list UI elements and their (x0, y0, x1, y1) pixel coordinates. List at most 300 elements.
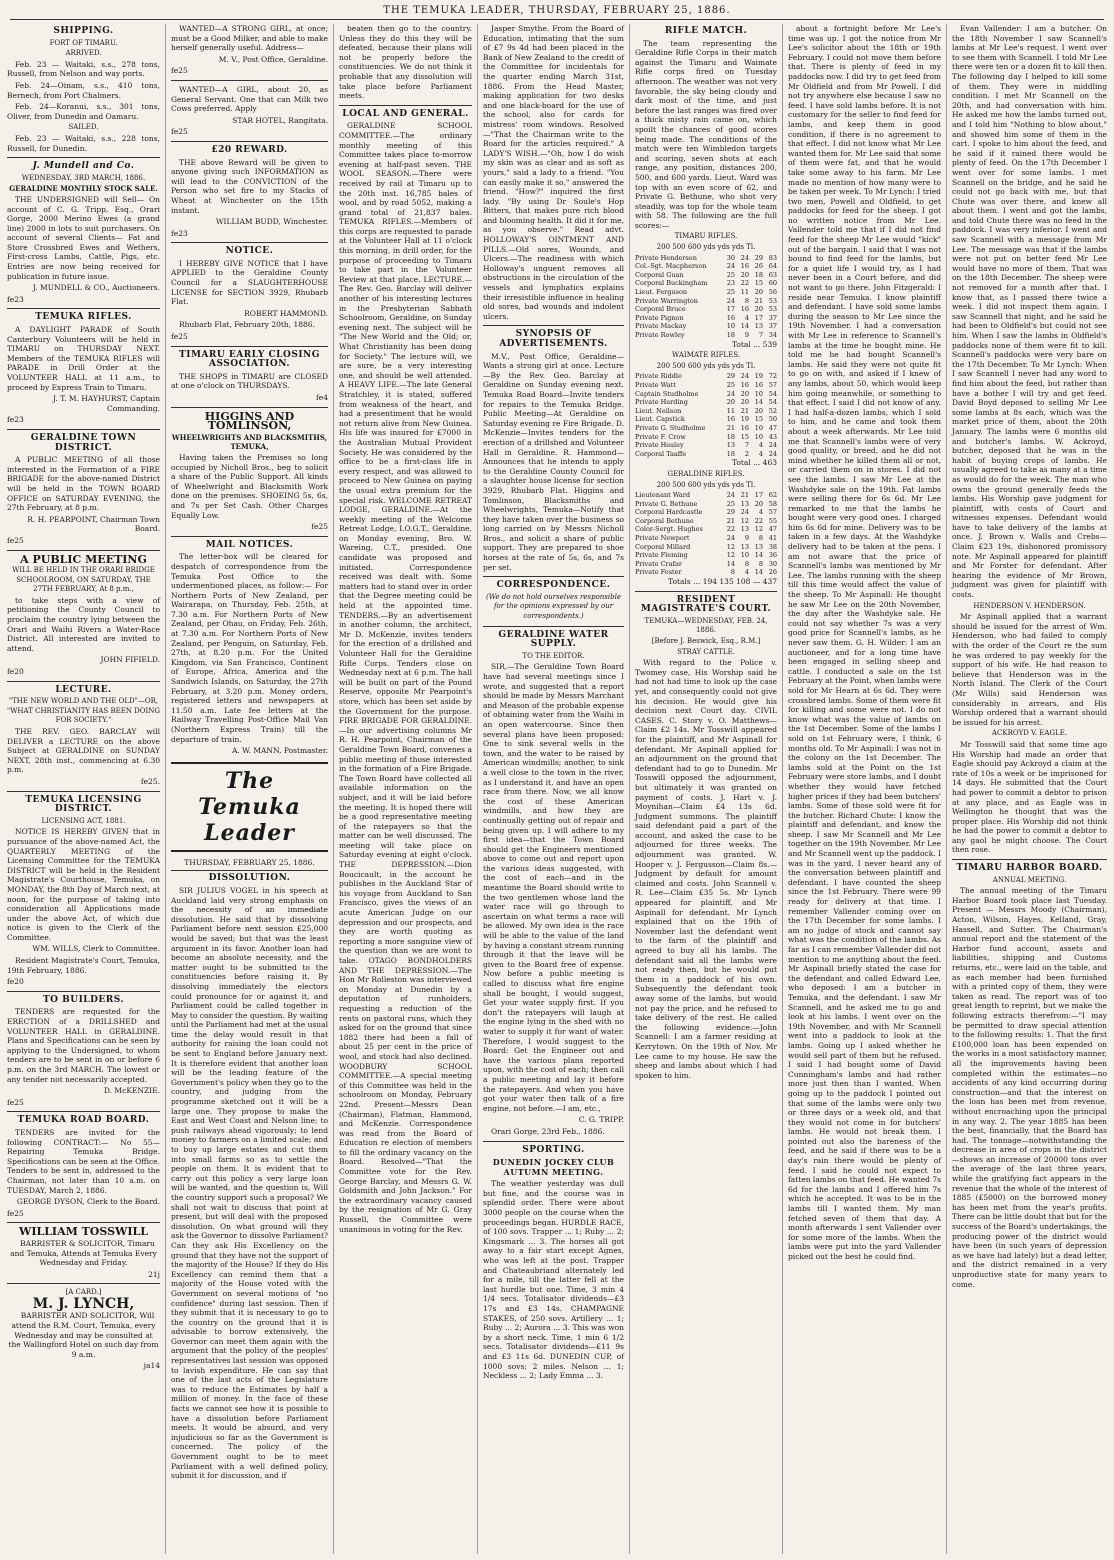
score-500: 16 (740, 423, 749, 432)
score-header: 200 500 600 yds yds yds Tl. (656, 480, 756, 489)
score-row (635, 543, 777, 552)
local-general-heading: LOCAL AND GENERAL. (342, 108, 469, 119)
shooter-name: Private Henderson (635, 253, 697, 262)
mundell-heading: J. Mundell and Co. (32, 161, 135, 172)
lecture-body: THE REV. GEO. BARCLAY will DELIVER a LECTURE on the above Subject at GERALDINE on SUNDAY NEXT, 28th inst., commencing at 6.30 p.m. (7, 727, 160, 775)
shooter-name: Corporal Millard (635, 542, 691, 551)
score-200: 16 (726, 415, 735, 424)
score-row (635, 450, 777, 459)
score-200: 23 (726, 279, 735, 288)
divider (7, 681, 160, 682)
score-600: 13 (754, 322, 763, 331)
column-3 (333, 24, 477, 1554)
local-general-continued: Jasper Smythe. From the Board of Education, intimating that the sum of £7 9s 4d had been placed in the Bank of New Zealand to the credit of the Committee for incidentals for the quarter ending March 31st, 1886. From the Head Master, making application for two desks and one black-board for the use of the school, also for cards for mistress' room windows. Resolved—"That the Chairman write to the Board for the articles required." A LADY'S WISH.—"Oh, how I do wish my skin was as clear and as soft as yours," said a lady to a friend. "You can easily make it so," answered the friend. "How?" inquired the first lady. "By using Dr Soule's Hop Bitters, that makes pure rich blood and blooming health. It did it for me, as you observe." Read advt. HOLLOWAY'S OINTMENT AND PILLS.—Old sores, Wounds, and Ulcers.—The readiness with which Holloway's unguent removes all obstructions in the circulation of the vessels and lymphatics explains their irresistible influence in healing old sores, bad wounds and indolent ulcers. (483, 24, 624, 321)
column-6 (782, 24, 946, 1554)
score-600: 4 (758, 449, 763, 458)
score-500: 11 (740, 288, 749, 297)
divider (635, 591, 777, 592)
score-200: 18 (726, 331, 735, 339)
ackroyd-body: Mr Tosswill said that some time ago His Worship had made an order that Eagle should pay Ackroyd a claim at the rate of 10s a week or be imprisoned for 14 days. He submitted that the Court had power to commit a debtor to prison at any place, and as Eagle was in Wellington he thought that was the proper place. His Worship did not think he had the power to commit a debtor to any gaol he might choose. The Court then rose. (952, 739, 1107, 855)
score-header: 200 500 600 yds yds yds Tl. (656, 361, 756, 370)
wanted-girl-ref: fe25 (171, 66, 188, 76)
divider (483, 626, 624, 627)
divider (483, 576, 624, 577)
score-600: 16 (754, 380, 763, 389)
rifle-match-body: The team representing the Geraldine Rifle Corps in their match against the Timaru and Waimate Rifle corps fired on Tuesday afternoon. The weather was not very favorable, the sky being cloudy and dark most of the time, and just before the last ranges was fired over a thick misty rain came on, which spoilt the chances of good scores being made. The conditions of the match were ten Wimbledon targets and scoring, seven shots at each range, any position, distances 200, 500, and 600 yards. Lieut. Ward was top with an even score of 62, and Private G. Bethune, who shot very steadily, was top for the whole team with 58. The following are the full scores:— (635, 38, 777, 230)
public-meeting-sub: WILL BE HELD IN THE ORARI BRIDGE SCHOOLROOM, ON SATURDAY, THE 27TH FEBRUARY, At 8 p.m., (12, 566, 155, 594)
score-total: 57 (768, 380, 777, 389)
court-stray-cattle: STRAY CATTLE. (677, 647, 735, 656)
higgins-heading: HIGGINS AND TOMLINSON, (204, 409, 295, 433)
mail-signature: A. W. MANN, Postmaster. (231, 746, 328, 756)
sailed-label: SAILED. (68, 123, 99, 132)
score-total: 62 (768, 491, 777, 500)
score-row (635, 508, 777, 517)
water-supply-body: SIR,—The Geraldine Town Board have had several meetings since I wrote, and suggested that a report should be made by Messrs Marchant and Meason of the probable expense of obtaining water from the Waihi in an open watercourse. Since then several plans have been proposed: One to sink several wells in the town, and the water to be raised by American windmills; another, to sink a well close to the town in the river, as I understand it, and have an open race from there. Now, we all know the cost of these American windmills, and how they are continually getting out of repair and being given up. I will adhere to my first idea—that the Town Board should get the Engineers mentioned above to come out and report upon the various ideas suggested, with the cost of each—and in the meantime the Board should write to the two gentlemen whose land the water race will go through to ascertain on what terms a race will be allowed. My own idea is the race will be able to the value of the land by having a constant stream running through it that the leave will be given to the Board free of expense. Now before a public meeting is called to discuss what fire engine shall be bought, I would suggest, Get your water supply first. If you don't the ratepayers will laugh at the engine lying in the shed with no water to supply it for want of water. Therefore, I would suggest to the Board: Get the Engineer out and have the various plans reported upon, with the cost of each; then call a public meeting and lay it before the ratepayers. And when you have got your water then talk of a fire engine, not before.—I am, etc., (483, 662, 624, 1113)
divider (952, 859, 1107, 860)
timaru-score-table (635, 254, 777, 340)
score-500: 21 (740, 491, 749, 500)
score-200: 18 (726, 432, 735, 441)
higgins-sub: WHEELWRIGHTS AND BLACKSMITHS, TEMUKA, (171, 432, 328, 452)
score-500: 13 (740, 542, 749, 551)
shooter-name: Private Warrington (635, 296, 698, 305)
score-500: 2 (744, 449, 749, 458)
score-row (635, 288, 777, 297)
shooter-name: Private G. Bethune (635, 499, 698, 508)
divider (7, 991, 160, 992)
score-200: 24 (726, 296, 735, 305)
shooter-name: Lieut. Ferguson (635, 288, 688, 297)
road-board-heading: TEMUKA ROAD BOARD. (17, 1115, 150, 1126)
public-meeting-body: to take steps with a view of petitioning the County Council to proclaim the country lying between the Orari and Waihi Rivers a Water-Race District. All interested are invited to attend. (7, 595, 160, 653)
score-200: 20 (726, 398, 735, 407)
sale-body: THE UNDERSIGNED will Sell— On account of C. G. Tripp, Esq., Orari Gorge, 2000 Merino Ewes (a grand line) 2000 in lots to suit purchasers. On account of several Clients— Fat and Store Crossbred Ewes and Wethers, First-cross Lambs, Cattle, Pigs, etc. Entries are now being received for publication in future issue. (7, 194, 160, 281)
score-200: 12 (726, 542, 735, 551)
score-row (635, 314, 777, 323)
higgins-body: Having taken the Premises so long occupied by Nicholl Bros., beg to solicit a share of the Public Support. All kinds of Wheelwright and Blacksmith Work done on the premises. SHOEING 5s, 6s, and 7s per Set Cash. Other Charges Equally Low. (171, 452, 328, 520)
local-general-body: GERALDINE SCHOOL COMMITTEE.—The ordinary monthly meeting of this Committee takes place to-morrow evening at half-past seven. THE WOOL SEASON.—There were received by rail at Timaru up to the 20th inst. 16,785 bales of wool, and by road 5052, making a grand total of 21,837 bales. TEMUKA RIFLES.—Members of this corps are requested to parade at the Volunteer Hall at 11 o'clock this morning, in drill order, for the purpose of proceeding to Timaru to take part in the Volunteer Review at that place. LECTURE.—The Rev. Geo. Barclay will deliver another of his interesting lectures in the Presbyterian Sabbath Schoolroom, Geraldine, on Sunday evening next. The subject will be "The New World and the Old; or, What Christianity has been doing for Society." The lecture will, we are sure, be a very interesting one, and should be well attended. A HEAVY LIFE.—The late General Stratchley, it is stated, suffered from weakness of the heart, and had a presentiment that he would not return alive from New Guinea. His life was insured for £7000 in the Australian Mutual Provident Society. He was considered by the office to be a first-class life in every respect, and was allowed to proceed to New Guinea on paying the usual extra premium for the special risk. WELCOME RETREAT LODGE, GERALDINE.—At the weekly meeting of the Welcome Retreat Lodge, I.O.G.T., Geraldine, on Monday evening, Bro. W. Wareing, C.T., presided. One candidate was proposed and initiated. Correspondence received was dealt with. Some matters had to stand over in order that the Degree meeting could be held at the appointed time. TENDERS.—By an advertisement in another column, the architect, Mr D. McKenzie, invites tenders for the erection of a drillshed and Volunteer Hall for the Geraldine Rifle Corps. Tenders close on Wednesday next at 6 p.m. The hall will be built on part of the Pound Reserve, opposite Mr Pearpoint's store, which has been set aside by the Government for the purpose. FIRE BRIGADE FOR GERALDINE.—In our advertising columns Mr R. H. Pearpoint, Chairman of the Geraldine Town Board, convenes a public meeting of those interested in the formation of a Fire Brigade. The Town Board have collected all available information on the subject, and it will be laid before the meeting. It is hoped there will be a good representative meeting of the ratepayers so that the matter can be well discussed. The meeting will take place on Saturday evening at eight o'clock. THE DEPRESSION.—Dion Boucicault, in the account he publishes in the Auckland Star of his voyage from Auckland to San Francisco, gives the views of an acute American Judge on our depression and our prospects, and they are worth quoting as reporting a more sanguine view of the question than we are wont to take. OTAGO BONDHOLDERS AND THE DEPRESSION.—The Hon Mr Rolleston was interviewed on Monday at Dunedin by a deputation of runholders, requesting a reduction of the rents on pastoral runs, which they asked for on the ground that since 1882 there had been a fall of about 25 per cent in the price of wool, and stock had also declined. WOODBURY SCHOOL COMMITTEE.—A special meeting of this Committee was held in the schoolroom on Monday, February 22nd. Present—Messrs Dean (Chairman), Flatman, Hammond, and McKenzie. Correspondence was read from the Board of Education re election of members to fill the ordinary vacancy on the Board. Resolved—"That the Committee vote for the Rev. George Barclay, and Messrs G. W. Goldsmith and John Jackson." For the extraordinary vacancy caused by the resignation of Mr G. Gray Russell, the Committee were unanimous in voting for the Rev. (339, 121, 472, 1234)
score-row (635, 560, 777, 569)
score-row (635, 415, 777, 424)
water-supply-place: Orari Gorge, 23rd Feb., 1886. (491, 1126, 605, 1136)
score-total: 56 (768, 288, 777, 297)
score-200: 24 (726, 389, 735, 398)
town-district-signature: R. H. PEARPOINT, Chairman Town Board. (27, 514, 160, 534)
score-200: 25 (726, 270, 735, 279)
score-row (635, 525, 777, 534)
score-600: 13 (754, 542, 763, 551)
score-row (635, 331, 777, 340)
score-row (635, 322, 777, 331)
score-200: 30 (726, 253, 735, 262)
score-total: 52 (768, 406, 777, 415)
score-600: 4 (758, 508, 763, 517)
score-600: 10 (754, 432, 763, 441)
shipping-heading: SHIPPING. (53, 26, 114, 36)
rifles-body: A DAYLIGHT PARADE of South Canterbury Volunteers will be held in TIMARU on THURSDAY NEXT. Members of the TEMUKA RIFLES will PARADE in Drill Order at the VOLUNTEER HALL at 11 a.m., to proceed by Express Train to Timaru. (7, 325, 160, 392)
score-600: 7 (758, 331, 763, 339)
score-row (635, 407, 777, 416)
lynch-body: BARRISTER AND SOLICITOR, Will attend the R.M. Court, Temuka, every Wednesday and may be consulted at the Wallingford Hotel on such day from 9 a.m. (8, 1311, 159, 1359)
sale-date: WEDNESDAY, 3RD MARCH, 1886. (21, 173, 146, 182)
score-200: 29 (726, 372, 735, 381)
score-200: 13 (726, 441, 735, 450)
score-total: 26 (768, 568, 777, 577)
town-district-ref: fe25 (7, 535, 24, 545)
road-board-body: TENDERS are invited for the following CONTRACT:— No 55—Repairing Temuka Bridge. Specifications can be seen at the Office. Tenders to be sent in, addressed to the Chairman, not later than 10 a.m. on TUESDAY, March 2, 1886. (7, 1127, 160, 1195)
road-board-ref: fe25 (7, 1208, 24, 1218)
score-total: 34 (768, 331, 777, 339)
score-600: 14 (754, 568, 763, 577)
waimate-rifles-heading: WAIMATE RIFLES. (672, 351, 740, 360)
harbour-board-sub: ANNUAL MEETING. (992, 875, 1067, 884)
divider (339, 105, 472, 106)
mail-body: The letter-box will be cleared for despatch of correspondence from the Temuka Post Office to the undermentioned places, as follow:— For Northern Ports of New Zealand, per Wairarapa, on Thursday, Feb. 25th, at 7.30 a.m. For Northern Ports of New Zealand, per Ohau, on Friday, Feb. 26th, at 7.30 a.m. For Northern Ports of New Zealand, per Penguin, on Saturday, Feb. 27th, at 8.20 p.m. For the United Kingdom, via San Francisco, Continent of Europe, Africa, America and the Sandwich Islands, on Saturday, the 27th February, at 3.20 p.m. Money orders, registered letters and newspapers at 11.50 a.m. Late fee letters at the Railway Travelling Post-Office Mail Van (Northern Express Train) till the departure of train. (171, 552, 328, 744)
score-600: 10 (754, 423, 763, 432)
score-600: 20 (754, 499, 763, 508)
score-row (635, 568, 777, 577)
reward-ref: fe23 (171, 228, 188, 238)
score-row (635, 305, 777, 314)
score-600: 29 (754, 253, 763, 262)
henderson-body: Mr Aspinall applied that a warrant should be issued for the arrest of Wm. Henderson, who had failed to comply with the order of the Court re the sum he was ordered to pay weekly for the support of his wife. He had reason to believe that Henderson was in the North Island. The Clerk of the Court (Mr Wills) said Henderson was considerably in arrears, and His Worship ordered that a warrant should be issued for his arrest. (952, 612, 1107, 727)
score-500: 22 (740, 279, 749, 288)
score-200: 16 (726, 313, 735, 322)
score-total: 24 (768, 449, 777, 458)
score-600: 20 (754, 406, 763, 415)
score-600: 18 (754, 270, 763, 279)
shooter-name: Private Foster (635, 568, 682, 577)
notice-ref: fe25 (171, 332, 188, 342)
shooter-name: Corporal Bethune (635, 516, 694, 525)
score-500: 9 (744, 534, 749, 543)
reward-heading: £20 REWARD. (211, 144, 288, 155)
shooter-name: Corporal Guan (635, 270, 684, 279)
score-header: 200 500 600 yds yds yds Tl. (656, 243, 756, 252)
score-500: 20 (740, 398, 749, 407)
score-500: 13 (740, 525, 749, 534)
score-total: 36 (768, 551, 777, 560)
correspondence-heading: CORRESPONDENCE. (496, 580, 611, 591)
divider (171, 407, 328, 408)
public-meeting-ref: fe20 (7, 667, 24, 677)
wanted-servant-ad: WANTED—A GIRL, about 20, as General Servant. One that can Milk two Cows preferred. Apply (171, 84, 328, 114)
score-200: 17 (726, 305, 735, 314)
divider (7, 157, 160, 158)
score-600: 14 (754, 551, 763, 560)
shooter-name: Private G. Studholme (635, 423, 706, 432)
shooter-name: Private F. Crow (635, 432, 686, 441)
arrived-label: ARRIVED. (65, 49, 102, 58)
early-closing-heading: TIMARU EARLY CLOSING ASSOCIATION. (179, 349, 320, 370)
score-200: 18 (726, 449, 735, 458)
divider (7, 1283, 160, 1284)
lecture-sub: "THE NEW WORLD AND THE OLD"—OR, "WHAT CHRISTIANITY HAS BEEN DOING FOR SOCIETY." (7, 697, 160, 725)
score-600: 17 (754, 313, 763, 322)
tosswill-body: BARRISTER & SOLICITOR, Timaru and Temuka, Attends at Temuka Every Wednesday and Friday. (10, 1238, 157, 1268)
rifles-heading: TEMUKA RIFLES. (35, 312, 132, 323)
score-row (635, 297, 777, 306)
score-500: 13 (740, 499, 749, 508)
score-total: 83 (768, 253, 777, 262)
shooter-name: Corporal Bruce (635, 305, 686, 314)
shooter-name: Private Watt (635, 380, 676, 389)
shooter-name: Col.-Sgt. Macpherson (635, 262, 707, 271)
newspaper-title-block (171, 762, 328, 852)
shooter-name: Lieutenant Ward (635, 491, 691, 500)
score-total: 37 (768, 313, 777, 322)
score-row (635, 381, 777, 390)
builders-heading: TO BUILDERS. (42, 994, 125, 1005)
score-200: 11 (726, 406, 735, 415)
shooter-name: Corporal Buckingham (635, 279, 708, 288)
waimate-total: Total ... 463 (731, 458, 777, 468)
correspondence-note: (We do not hold ourselves responsible for the opinions expressed by our correspondents.) (485, 592, 621, 621)
column-1 (2, 24, 165, 1554)
geraldine-total: Totals ... 194 135 108 — 437 (668, 577, 777, 587)
synopsis-body: M.V., Post Office, Geraldine—Wants a strong girl at once. Lecture—By the Rev. Geo. Barclay at Geraldine on Sunday evening next. Temuka Road Board—Invite tenders for repairs to the Temuka Bridge. Public Meeting—At Geraldine on Saturday evening re Fire Brigade. D. McKenzie—Invites tenders for the erection of a drillshed and Volunteer Hall in Geraldine. R. Hammond—Announces that he intends to apply to the Geraldine County Council for a slaughter house license for section 3929, Rhubarb Flat. Higgins and Tomlinson, Blacksmiths and Wheelwrights, Temuka—Notify that they have taken over the business so long carried on by Messrs Nicholl Bros., and solicit a share of public support. They are prepared to shoe horses at the rate of 5s, 6s, and 7s per set. (483, 351, 624, 572)
score-200: 14 (726, 559, 735, 568)
score-row (635, 279, 777, 288)
court-evidence-continued: Evan Vallender: I am a butcher. On the 18th November I saw Scannell's lambs at Mr Lee's request. I went over to see them with Scannell. I told Mr Lee there were ten or a dozen fit to kill then. The following day I helped to kill some of them. They were in middling condition. I met Mr Scannell on the 20th, and had conversation with him. He asked me how the lambs turned out, and I told him "Nothing to blow about," and showed him some of them in the cart. I spoke to him about the feed, and he said if it rained there would be plenty of feed. On the 17th December I went over for some lambs. I met Scannell on the bridge, and he said he could not go back with me, but that Chute was over there, and knew all about them. I went and got the lambs, and told Chute there was no feed in the paddock. I was very inferior. I went and saw Scannell with a message from Mr Lee. The message was that if the lambs were not put on better feed Mr Lee would have no more of them. That was on the 18th December. The sheep were not removed for a month after that. I know that, as I passed there twice a week. I did not inspect them again. I saw Scannell that night, and he said he had been to Oldfield's but could not see him. When I saw the lambs in Oldfield's paddocks none of them were fit to kill. Scannell's paddocks were very bare on the 17th December. To Mr Lynch: When I saw Scannell I never had any word to find him about the feed, but rather than have a bother I will try and get feed. David Boyd deposed to selling Mr Lee some lambs at 8s each, which was the market price of them, about the 20th January. The lambs were 6 months old and butcher's lambs. W. Ackroyd, butcher, deposed that he was in the habit of buying crops of lambs. He usually agreed to take as many at a time as would do for the week. The man who owns the ground generally feeds the lambs. His Worship gave judgment for plaintiff, with costs of Court and witnesses expenses. Defendant would have to take delivery of the lambs at once. J. Brown v. Walls and Crebs—Claim £23 19s, dishonored promissory note. Mr Aspinall appeared for plaintiff and Mr Forster for defendant. After hearing the evidence of Mr Brown, judgment was given for plaintiff with costs. (952, 24, 1107, 600)
score-500: 24 (740, 253, 749, 262)
score-200: 21 (726, 516, 735, 525)
shooter-name: Corporal Taaffe (635, 449, 687, 458)
divider (7, 1222, 160, 1223)
score-500: 8 (744, 559, 749, 568)
score-row (635, 390, 777, 399)
shooter-name: Private Newport (635, 534, 690, 543)
mail-heading: MAIL NOTICES. (205, 539, 294, 550)
score-500: 9 (744, 331, 749, 339)
harbour-board-heading: TIMARU HARBOR BOARD. (956, 863, 1103, 874)
waimate-score-table (635, 372, 777, 458)
newspaper-title: The Temuka Leader (198, 767, 301, 846)
ackroyd-heading: ACKROYD V. EAGLE. (991, 729, 1068, 738)
score-600: 4 (758, 441, 763, 450)
score-total: 72 (768, 372, 777, 381)
licensing-body: NOTICE IS HEREBY GIVEN that in pursuance of the above-named Act, the QUARTERLY MEETING of the Licensing Committee for the TEMUKA DISTRICT will be held in the Resident Magistrate's Courthouse, Temuka, on MONDAY, the 8th Day of March next, at noon, for the purpose of taking into consideration all Applications made under the above Act, of which due notice is given to the Clerk of the Committee. (7, 827, 160, 942)
masthead: THE TEMUKA LEADER, THURSDAY, FEBRUARY 25, 1886. (10, 2, 1104, 20)
score-500: 4 (744, 313, 749, 322)
early-closing-ref: fe4 (316, 393, 328, 402)
divider (7, 429, 160, 430)
score-600: 20 (754, 305, 763, 314)
score-500: 20 (740, 270, 749, 279)
water-supply-heading: GERALDINE WATER SUPPLY. (498, 629, 609, 650)
builders-signature: D. McKENZIE. (103, 1086, 160, 1096)
score-500: 12 (740, 516, 749, 525)
column-7 (946, 24, 1112, 1554)
score-500: 8 (744, 296, 749, 305)
score-200: 21 (726, 423, 735, 432)
score-row (635, 372, 777, 381)
licensing-place: Resident Magistrate's Court, Temuka, 19th February, 1886. (7, 956, 160, 975)
jockey-club-body: The weather yesterday was dull but fine, and the course was in splendid order. There were about 3000 people on the course when the proceedings began. HURDLE RACE, of 100 sovs. Trapper ... 1; Ruby ... 2; Kingsmark ... 3. The horses all got away to a fair start except Agnes, who was left at the post. Trapper and Chateaubriand alternately led for a mile, till the latter fell at the last hurdle but one. Time, 3 min 4 1/4 secs. Totalisator dividends—£3 17s and £3 14s. CHAMPAGNE STAKES, of 250 sovs. Artillery ... 1; Ruby ... 2; Aurora ... 3. This was won by a short neck. Time, 1 min 6 1/2 secs. Totalisator dividends—£11 9s and £3 11s 6d. DUNEDIN CUP, of 1000 sovs; 2 miles. Nelson ... 1; Neckless ... 2; Lady Emma ... 3. (483, 1179, 624, 1381)
shooter-name: Lieut. Neilson (635, 406, 682, 415)
score-total: 60 (768, 279, 777, 288)
jockey-club-heading: DUNEDIN JOCKEY CLUB AUTUMN MEETING. (492, 1157, 615, 1177)
score-total: 30 (768, 559, 777, 568)
lynch-ref: ja14 (143, 1361, 160, 1371)
score-row (635, 500, 777, 509)
builders-body: TENDERS are requested for the ERECTION of a DRILLSHED and VOLUNTEER HALL in GERALDINE. Plans and Specifications can be seen by applying to the Undersigned, to whom tenders are to be sent in on or before 6 p.m. on the 3rd MARCH. The lowest or any tender not necessarily accepted. (7, 1007, 160, 1084)
score-500: 7 (744, 441, 749, 450)
arrival-2: Feb. 24—Oinam, s.s., 410 tons, Bernech, from Port Chalmers. (7, 80, 160, 100)
public-meeting-signature: JOHN FIFIELD. (100, 655, 160, 665)
dissolution-body: SIR JULIUS VOGEL in his speech at Auckland laid very strong emphasis on the necessity of an immediate dissolution. He said that by dissolving Parliament before next session £25,000 would be saved; but that was the least argument in its favor. Another loan had become an absolute necessity, and the matter ought to be submitted to the constituencies before raising it. By dissolving immediately the electors could pronounce for or against it, and Parliament could be called together in May to consider the question. By waiting until the Parliament had met at the usual time the delay would result in that authority for raising the loan could not be sent to England before January next. It is therefore evident that another loan will be the leading feature of the Government's policy when they go to the country, and judging from the programme sketched out it will be a large one. They propose to make the East and West Coast and Nelson line; to push railways ahead vigorously; to lend money to farmers on a limited scale; and to buy up large estates and cut them into small farms so as to settle the people on them. It is evident that to carry out this policy a very large loan will be wanted, and the question is, Will the country support such a proposal? We shall not wait to discuss that point at present, but will deal with the proposed dissolution. On what ground will they ask the Governor to dissolve Parliament? Can they ask His Excellency on the ground that they have not the support of the majority of the House? If they do His Excellency can remind them that a majority of the House voted with the Government on several motions of "no confidence" during last session. Then if they submit that it is necessary to go to the country on the ground that it is advisable to borrow extensively, the Governor can meet them again with the argument that the policy of the peoples' representatives last session was opposed to lavish expenditure. He can say that one of the last acts of the Legislature was to reduce the Estimates by half a million of money. In the face of these facts we cannot see how it is possible to have a dissolution before Parliament meets. It would be absurd, and very injudicious so far as the Government is concerned. The policy of the Government ought to be to meet Parliament with a well defined policy, submit it for discussion, and if (171, 885, 328, 1481)
score-total: 37 (768, 322, 777, 331)
score-200: 10 (726, 322, 735, 331)
score-600: 10 (754, 389, 763, 398)
wanted-servant-ref: fe25 (171, 127, 188, 137)
score-600: 8 (758, 559, 763, 568)
sporting-heading: SPORTING. (522, 1144, 585, 1155)
score-total: 43 (768, 432, 777, 441)
score-500: 21 (740, 406, 749, 415)
divider (483, 325, 624, 326)
score-row (635, 262, 777, 271)
tosswill-heading: WILLIAM TOSSWILL (18, 1225, 149, 1239)
column-4 (477, 24, 629, 1554)
geraldine-score-table (635, 491, 777, 577)
score-200: 8 (730, 568, 735, 577)
score-row (635, 517, 777, 526)
licensing-sub: LICENSING ACT, 1881. (41, 816, 126, 825)
column-5 (629, 24, 782, 1554)
score-500: 20 (740, 389, 749, 398)
score-600: 15 (754, 415, 763, 424)
lynch-heading: M. J. LYNCH, (32, 1295, 135, 1312)
shooter-name: Private Pignon (635, 313, 684, 322)
score-total: 58 (768, 499, 777, 508)
score-total: 47 (768, 423, 777, 432)
shooter-name: Private Fleming (635, 551, 688, 560)
score-600: 15 (754, 279, 763, 288)
divider (171, 536, 328, 537)
divider (171, 80, 328, 81)
shooter-name: Private Riddle (635, 372, 682, 381)
score-total: 41 (768, 534, 777, 543)
score-600: 20 (754, 288, 763, 297)
score-total: 54 (768, 398, 777, 407)
notice-body: I HEREBY GIVE NOTICE that I have APPLIED to the Geraldine County Council for a SLAUGHTERHOUSE LICENSE for SECTION 3929, Rhubarb Flat. (171, 258, 328, 307)
court-before: [Before J. Beswick, Esq., R.M.] (651, 637, 761, 645)
score-600: 22 (754, 516, 763, 525)
divider (7, 791, 160, 792)
divider (7, 308, 160, 309)
score-500: 24 (740, 372, 749, 381)
score-total: 53 (768, 296, 777, 305)
divider (171, 346, 328, 347)
wanted-girl-ad: WANTED—A STRONG GIRL, at once; must be a Good Milker, and able to make herself generally useful. Address— (171, 24, 328, 53)
score-total: 24 (768, 441, 777, 450)
notice-heading: NOTICE. (225, 246, 274, 257)
score-200: 24 (726, 491, 735, 500)
court-date: TEMUKA—WEDNESDAY, FEB. 24, 1886. (644, 616, 768, 635)
shooter-name: Private Harding (635, 398, 688, 407)
score-total: 57 (768, 508, 777, 517)
arrival-3: Feb. 24—Koranui, s.s., 301 tons, Oliver, from Dunedin and Oamaru. (7, 102, 160, 121)
sale-title: GERALDINE MONTHLY STOCK SALE. (9, 184, 158, 194)
lecture-heading: LECTURE. (55, 684, 112, 695)
score-total: 64 (768, 262, 777, 271)
synopsis-heading: SYNOPSIS OF ADVERTISEMENTS. (499, 329, 608, 349)
reward-body: THE above Reward will be given to anyone giving such INFORMATION as will lead to the CONVICTION of the Person who set fire to my Stacks of Wheat at Winchester on the 15th instant. (171, 157, 328, 215)
score-500: 16 (740, 305, 749, 314)
shooter-name: Private Mackay (635, 322, 687, 331)
score-row (635, 254, 777, 263)
score-row (635, 491, 777, 500)
score-500: 10 (740, 551, 749, 560)
water-supply-signature: C. G. TRIPP. (578, 1115, 624, 1125)
early-closing-body: THE SHOPS in TIMARU are CLOSED at one o'clock on THURSDAYS. (171, 371, 328, 391)
court-continued: about a fortnight before Mr Lee's time was up. I got the notice from Mr Lee's solicitor about the 18th or 19th February. I could not move them before that. There is plenty of feed in my paddocks now. I did try to get feed from Mr Oldfield and from Mr Powell. I did not try anywhere else because I saw no feed. I have sold lambs before. It is not customary for the seller to find feed for lambs, and keep them in good condition, if there is no agreement to that effect. I did not know what Mr Lee wanted them for. Mr Lee said that some of them were fat, and that he would take some away to his farm. Mr Lee made no mention of how many were to be taken per week. To Mr Lynch: I tried two men, Powell and Oldfield, to get paddocks for feed for the sheep. I got no written notice from Mr Lee. Vallender told me that if I did not find feed for the sheep Mr Lee would "kick" out of the bargain. I said that I was not bound to find feed for the lambs, but for a quiet life I would try, as I had never been in a Court before, and did not want to go there. John Fitzgerald: I reside near Temuka. I know plaintiff and defendant. I have sold some lambs during the season to Mr Lee since the 19th November. I had a conversation with Mr Lee in reference to Scannell's lambs at the time he bought mine. He told me he had bought Scannell's lambs. He said they were not quite fit to go on with, and asked if I knew of any lambs, about 50, which would keep him going meanwhile, or something to that effect. I said I did not know of any. I had half-a-dozen lambs, which I sold to him, and he came and took them about a week afterwards. Mr Lee told me that Scannell's lambs were of very good quality, or breed, and he did not mind whether he killed them all or not, or carried them on in stores. I did not see the lambs. I saw Mr Lee at the Washdyke sale on the 19th. Fat lambs were selling there for 6s 6d. Mr Lee remarked to me that the lambs he bought were very good ones. I charged him 6s 6d for mine. Delivery was to be taken in a few days. At the Washdyke delivery had to be taken at the pens. I am not aware that the price of Scannell's lambs was mentioned by Mr Lee. The lambs running with the sheep till this time would affect the value of the sheep. To Mr Aspinall: He thought he saw Mr Lee on the 20th November, the day after the Washdyke sale. He could not say whether 7s was a very good price for Scannell's lambs, as he never saw them. G. H. Wilder: I am an auctioneer, and for a long time have been engaged in selling sheep and cattle. I conducted a sale on the 1st February at the Point, when lambs were sold for Mr Hearn at 6s 6d. They were crossbred lambs. Some of them were fit for killing and some were not. I do not know what was the value of lambs on the 1st December. Some of the lambs I sold on 1st February were, I think, 6 months old. To Mr Aspinall: I was not in the colony on the 1st December. The lambs sold at the Point on the 1st February were store lambs, and I doubt whether they would have fetched higher prices if they had been butchers' lambs. Some of those sold were fit for the butcher. Richard Chute: I know the plaintiff and defendant, and know the sheep. I saw Mr Scannell and Mr Lee together on the 19th November. Mr Lee and Mr Scannell went up the paddock. I was in the yard. I never heard any of the conversation between plaintiff and defendant. I have counted the sheep since the 1st February. There were 99 ready for delivery at that time. I remember Vallender coming over on the 17th December for some lambs. I am no judge of stock and cannot say what was the condition of the lambs. As far as I can remember Vallender did not mention to me anything about the feed. Mr Aspinall briefly stated the case for the defendant and called Edward Lee, who deposed: I am a butcher in Temuka, and the defendant. I saw Mr Scannell, and he asked me to go and look at his lambs. I went over on the 19th November, and with Mr Scannell went into a paddock to look at the lambs. Going up I asked whether he would sell part of them but he refused. I said I had bought some of David Cunningham's lambs and had rather more just then than I wanted. When going up to the paddock I pointed out that some of the lambs were only two or three days or a week old, and that they would not come in for butchers' lambs. He would not break them. I pointed out also the bareness of the feed, and he said if there was to be a day's rain there would be plenty of feed. I said he could not expect to fatten lambs on that feed. He wanted 7s 6d for the lambs and I offered him 7s which he accepted. It was to be in the lambs till I wanted them. My man fetched seven of them that day. A month afterwards I sent Vallender over for some more of the lambs. When the lambs were put into the yard Vallender picked out the best he could find. (788, 24, 941, 1261)
licensing-signature: WM. WILLS, Clerk to Committee. (32, 944, 160, 954)
score-total: 47 (768, 525, 777, 534)
score-600: 17 (754, 491, 763, 500)
score-500: 16 (740, 380, 749, 389)
score-500: 24 (740, 508, 749, 517)
dissolution-continued: beaten then go to the country. Unless they do this they will be defeated, because their plans will not be properly before the constituencies. We do not think it probable that any dissolution will take place before Parliament meets. (339, 24, 472, 101)
lynch-card-label: [A CARD.] (65, 1288, 102, 1297)
henderson-heading: HENDERSON V. HENDERSON. (973, 601, 1086, 610)
score-total: 63 (768, 270, 777, 279)
column-2 (165, 24, 333, 1554)
timaru-total: Total ... 539 (731, 339, 777, 349)
timaru-rifles-heading: TIMARU RIFLES. (674, 232, 738, 241)
road-board-signature: GEORGE DYSON, Clerk to the Board. (16, 1197, 160, 1207)
sale-ref: fe23 (7, 294, 24, 304)
divider (7, 550, 160, 551)
score-row (635, 441, 777, 450)
court-body: With regard to the Police v. Twomey case, His Worship said he had not had time to look up the case yet, and consequently could not give his decision. He would give his decision next Court day. CIVIL CASES. C. Story v. O. Matthews—Claim £2 14s. Mr Tosswill appeared for the plaintiff, and Mr Aspinall for defendant. Mr Aspinall applied for an adjournment on the ground that defendant had to go to Dunedin. Mr Tosswill opposed the adjournment, but ultimately it was granted on payment of costs. J. Hart v. J. Moynihan—Claim £4 13s 6d. Judgment summons. The plaintiff said defendant paid a part of the account, and asked the case to be adjourned for three weeks. The adjournment was granted. W. Hooper v. J. Fergusson—Claim 8s.—Judgment by default for amount claimed and costs. John Scannell v. R. Lee—Claim £35 5s. Mr Lynch appeared for plaintiff, and Mr Aspinall for defendant. Mr Lynch explained that on the 19th of November last the defendant went to the farm of the plaintiff and agreed to buy all his lambs. The defendant said all the lambs were not ready then, but he would put them in a paddock of his own. Subsequently the defendant took away some of the lambs, but would not pay the price, and he refused to take delivery of the rest. He called the following evidence:—John Scannell: I am a farmer residing at Kerrytown. On the 19th of Nov. Mr Lee came to my house. He saw the sheep and lambs about which I had spoken to him. (635, 658, 777, 1080)
wanted-servant-signature: STAR HOTEL, Rangitata. (232, 115, 328, 125)
score-500: 16 (740, 262, 749, 271)
score-total: 53 (768, 305, 777, 314)
higgins-ref: fe25 (311, 522, 328, 532)
score-row (635, 433, 777, 442)
shooter-name: Corporal Hardcastle (635, 508, 703, 517)
score-200: 12 (726, 551, 735, 560)
newspaper-dateline: THURSDAY, FEBRUARY 25, 1886. (171, 858, 328, 872)
shooter-name: Color-Sergt. Hughes (635, 525, 703, 534)
score-600: 14 (754, 398, 763, 407)
reward-signature: WILLIAM BUDD, Winchester. (215, 217, 328, 227)
divider (171, 141, 328, 142)
licensing-heading: TEMUKA LICENSING DISTRICT. (25, 794, 142, 815)
lecture-ref: fe25. (140, 776, 160, 786)
score-600: 26 (754, 262, 763, 271)
licensing-ref: fe20 (7, 977, 24, 987)
score-total: 50 (768, 415, 777, 424)
town-district-body: A PUBLIC MEETING of all those interested in the Formation of a FIRE BRIGADE for the above-named District will be held in the TOWN BOARD OFFICE on SATURDAY EVENING, the 27th February, at 8 p.m. (7, 455, 160, 513)
divider (483, 1141, 624, 1142)
tosswill-ref: 21j (148, 1269, 160, 1279)
notice-signature: ROBERT HAMMOND. (244, 308, 328, 318)
score-200: 25 (726, 380, 735, 389)
rifles-signature: J. T. M. HAYHURST, Captain Commanding. (53, 394, 160, 413)
divider (171, 242, 328, 243)
shooter-name: Captain Studholme (635, 389, 699, 398)
shooter-name: Private Rowley (635, 331, 685, 339)
court-heading: RESIDENT MAGISTRATE'S COURT. (640, 594, 772, 615)
score-200: 22 (726, 525, 735, 534)
harbour-board-body: The annual meeting of the Timaru Harbor Board took place last Tuesday. Present — Messrs Moody (Chairman), Acton, Wilson, Hayes, Kelland, Gray, Hassell, and Sutter. The Chairman's annual report and the statement of the Harbor fund account, assets and liabilities, shipping and Customs returns, etc., were laid on the table, and as each member had been furnished with a printed copy of them, they were taken as read. The report was of too great length to reprint, but we make the following extracts therefrom:—"I may be permitted to draw special attention to the following results: 1. That the first £100,000 loan has been expended on the works in a most satisfactory manner, all the improvements having been completed within the estimates—no accidents of any kind occurring during construction—and that the interest on the loan has been met from revenue, without encroaching upon the principal in any way. 2. The year 1885 has been the best, financially, that the Board has had. The tonnage—notwithstanding the decrease in area of crops in the district—shows an increase of 20000 tons over the average of the last three years, while the gratifying fact appears in the revenue that the whole of the interest of 1885 (£5000) on the borrowed money has been met from the year's profits. There can be little doubt that but for the success of the Board's undertakings, the producing power of the district would have been (in such years of depression as we have had lately) but a dead letter, and the district remained in a very unproductive state for many years to come. (952, 886, 1107, 1289)
score-200: 29 (726, 508, 735, 517)
score-500: 15 (740, 432, 749, 441)
